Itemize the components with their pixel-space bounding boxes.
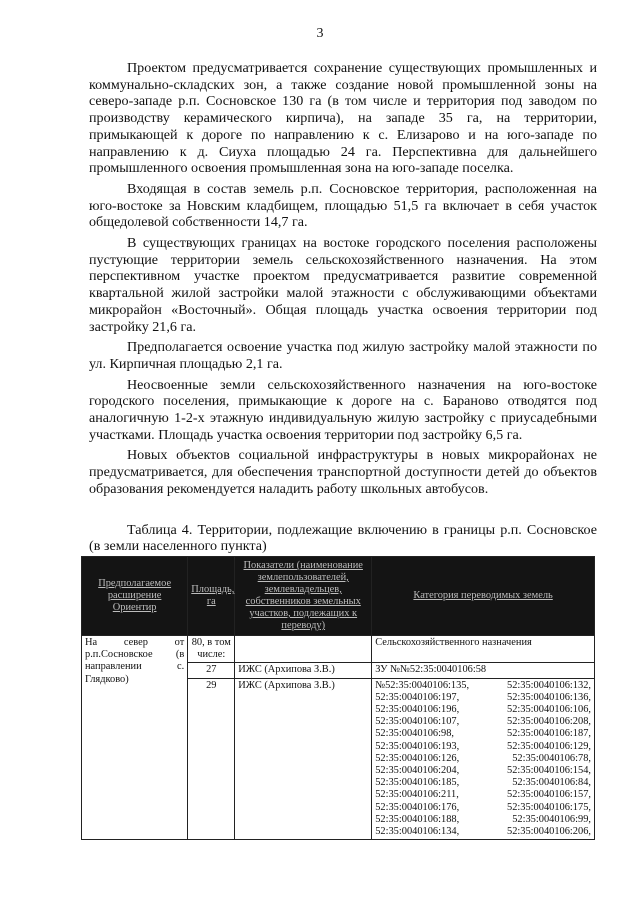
user-cell: ИЖС (Архипова З.В.) [235,678,372,840]
header-area: Площадь, га [188,557,235,636]
cadastral-number: 52:35:0040106:134, [375,826,460,838]
header-category: Категория переводимых земель [372,557,595,636]
cadastral-number: 52:35:0040106:193, [375,740,460,752]
cadastral-number: 52:35:0040106:185, [375,777,460,789]
cadastral-list [375,680,591,839]
paragraph: Проектом предусматривается сохранение существующих промышленных и коммунально-складских зон, а также создание новой промышленной зоны на северо-западе р.п. Сосновское 130 га (в том числе и территория под заводом по производству керамического кирпича), на западе 35 га, на территории, примыкающей к дороге по направлению к с. Елизарово и на юго-западе по направлению к д. Сиуха площадью 24 га. Перспективна для дальнейшего промышленного освоения промышленная зона на юго-западе поселка. [89,60,597,177]
cadastral-number: 52:35:0040106:208, [507,716,591,728]
category-cell: ЗУ №№52:35:0040106:58 [372,663,595,678]
user-cell [235,636,372,663]
paragraph: Неосвоенные земли сельскохозяйственного назначения на юго-востоке городского поселения, примыкающие к дороге на с. Бараново отводятся под аналогичную 1-2-х этажную индивидуальную жилую застройку с приусадебными участками. Площадь участка освоения территории под застройку 6,5 га. [89,376,597,443]
cadastral-number: 52:35:0040106:206, [507,826,591,838]
cadastral-number: 52:35:0040106:98, [375,728,454,740]
cadastral-number: 52:35:0040106:107, [375,716,460,728]
area-cell: 29 [188,678,235,840]
area-cell: 27 [188,663,235,678]
cadastral-number: 52:35:0040106:211, [375,789,459,801]
cadastral-number: 52:35:0040106:157, [507,789,591,801]
header-user: Показатели (наименование землепользователей, землевладельцев, собственников земельных участков, подлежащих к переводу) [235,557,372,636]
cadastral-number: 52:35:0040106:197, [375,691,460,703]
paragraph: Новых объектов социальной инфраструктуры в новых микрорайонах не предусматривается, для обеспечения транспортной доступности детей до объектов образования рекомендуется наладить работу школьных автобусов. [89,447,597,497]
cadastral-number: 52:35:0040106:175, [507,801,591,813]
cadastral-number: 52:35:0040106:99, [512,813,591,825]
user-cell: ИЖС (Архипова З.В.) [235,663,372,678]
paragraph: В существующих границах на востоке городского поселения расположены пустующие территории земель сельскохозяйственного назначения. На этом перспективном участке проектом предусматривается развитие современной квартальной жилой застройки малой этажности с обслуживающими объектами микрорайон «Восточный». Общая площадь участка освоения территории под застройку 21,6 га. [89,235,597,335]
paragraph: Входящая в состав земель р.п. Сосновское территория, расположенная на юго-востоке за Новским кладбищем, площадью 51,5 га включает в себя участок общедолевой собственности 14,7 га. [89,180,597,231]
area-cell: 80, в том числе: [188,636,235,663]
cadastral-cell [372,678,595,840]
body-text [89,60,597,502]
cadastral-number: 52:35:0040106:188, [375,813,460,825]
header-location: Предполагаемое расширение Ориентир [82,557,188,636]
table-header-row [82,557,595,636]
location-cell: На север от р.п.Сосновское (в направлении с. Глядково) [82,636,188,840]
cadastral-number: 52:35:0040106:78, [512,752,591,764]
table-caption: Таблица 4. Территории, подлежащие включению в границы р.п. Сосновское (в земли населенного пункта) [89,522,597,554]
territories-table [81,556,595,840]
cadastral-number: 52:35:0040106:126, [375,752,460,764]
table-row [82,636,595,663]
cadastral-number: 52:35:0040106:196, [375,704,460,716]
cadastral-number: 52:35:0040106:154, [507,765,591,777]
cadastral-number: 52:35:0040106:187, [507,728,591,740]
page-number: 3 [316,26,324,41]
cadastral-number: 52:35:0040106:176, [375,801,460,813]
cadastral-number: 52:35:0040106:136, [507,691,591,703]
cadastral-number: 52:35:0040106:84, [512,777,591,789]
paragraph: Предполагается освоение участка под жилую застройку малой этажности по ул. Кирпичная площадью 2,1 га. [89,339,597,372]
cadastral-number: 52:35:0040106:129, [507,740,591,752]
cadastral-number: №52:35:0040106:135, [375,679,470,691]
cadastral-number: 52:35:0040106:204, [375,765,460,777]
cadastral-number: 52:35:0040106:106, [507,704,591,716]
cadastral-number: 52:35:0040106:132, [507,679,591,691]
category-cell: Сельскохозяйственного назначения [372,636,595,663]
